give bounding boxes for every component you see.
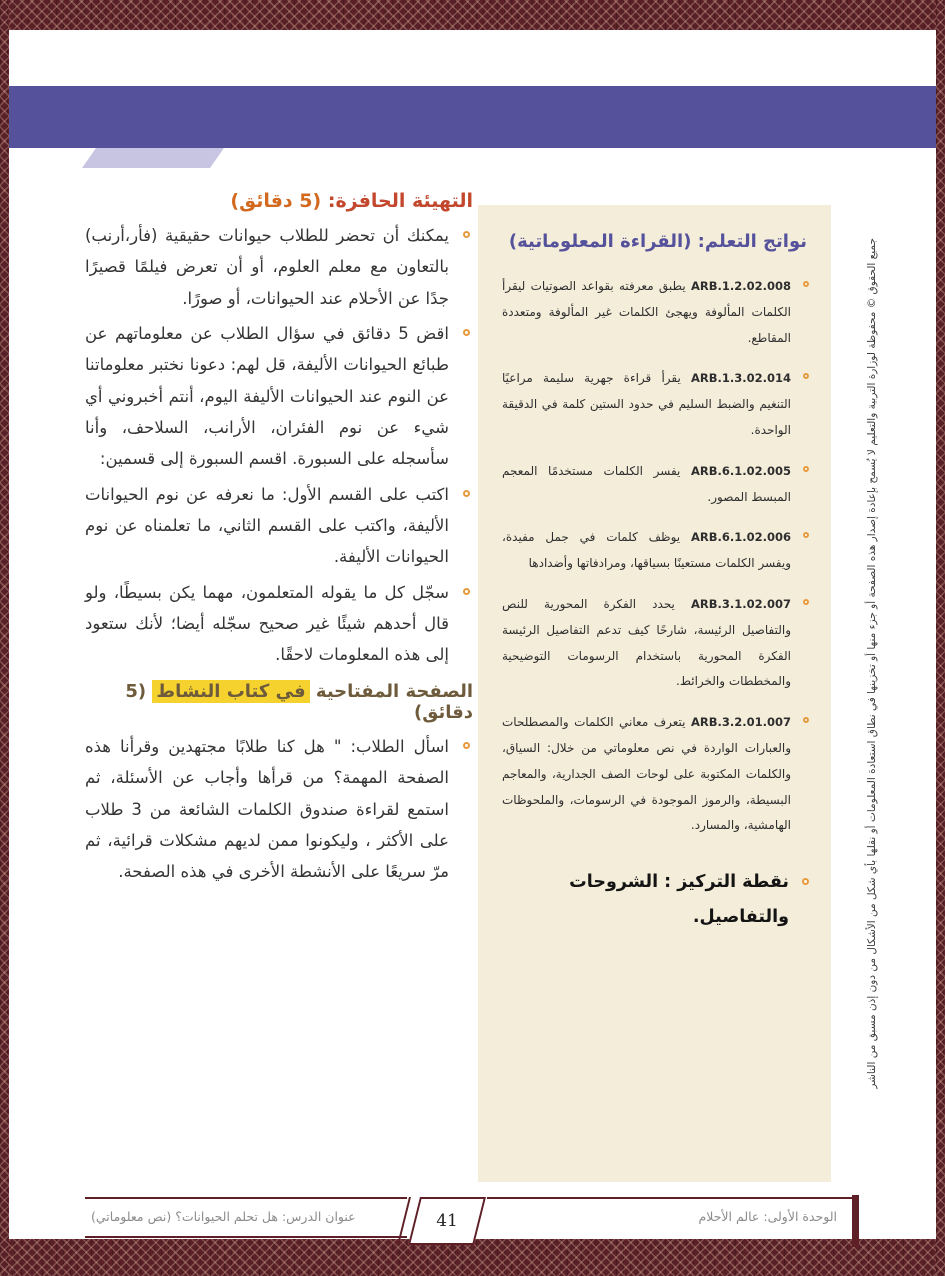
bullet-icon — [463, 329, 470, 336]
focus-point — [502, 865, 807, 935]
section-heading-keypage-pre: الصفحة المفتاحية — [315, 680, 473, 702]
instruction-text: اكتب على القسم الأول: ما نعرفه عن نوم الحيوانات الأليفة، واكتب على القسم الثاني، ما تعلمناه عن نوم الحيوانات الأليفة. — [85, 484, 449, 567]
ornamental-border-right — [936, 0, 945, 1276]
outcome-code: ARB.6.1.02.006 — [690, 530, 791, 545]
instruction-text: اسأل الطلاب: " هل كنا طلابًا مجتهدين وقرأنا هذه الصفحة المهمة؟ من قرأها وأجاب عن الأسئلة، ثم استمع لقراءة صندوق الكلمات الشائعة من 3 طلاب على الأكثر ، وليكونوا ممن لديهم مشكلات قرائية، ثم مرّ سريعًا على الأنشطة الأخرى في هذه الصفحة. — [85, 736, 449, 882]
footer-lesson-title: عنوان الدرس: هل تحلم الحيوانات؟ (نص معلوماتي) — [91, 1209, 356, 1224]
learning-outcomes-title: نواتج التعلم: (القراءة المعلوماتية) — [508, 231, 807, 252]
learning-outcome — [502, 274, 807, 351]
header-band — [9, 86, 936, 148]
section-heading-keypage-duration: (5 دقائق) — [125, 680, 473, 723]
instruction-text: يمكنك أن تحضر للطلاب حيوانات حقيقية (فأر،أرنب) بالتعاون مع معلم العلوم، أو أن تعرض فيلمًا قصيرًا جدًا عن الأحلام عند الحيوانات، أو صورًا. — [85, 226, 449, 308]
outcome-code: ARB.1.2.02.008 — [690, 279, 791, 293]
bullet-icon — [803, 717, 809, 723]
bullet-icon — [803, 466, 809, 472]
footer-unit-title: الوحدة الأولى: عالم الأحلام — [698, 1209, 837, 1224]
outcome-code: ARB.1.3.02.014 — [690, 371, 791, 386]
bullet-icon — [463, 742, 470, 749]
instruction-paragraph — [85, 731, 473, 888]
section-heading-keypage-highlight: في كتاب النشاط — [152, 680, 309, 703]
outcome-code: ARB.6.1.02.005 — [690, 463, 791, 478]
section-heading-warmup — [85, 190, 473, 212]
learning-outcome — [502, 710, 807, 839]
page-number: 41 — [436, 1211, 458, 1231]
footer-accent-bar — [852, 1195, 859, 1247]
bullet-icon — [803, 532, 809, 538]
learning-outcome — [502, 366, 807, 443]
bullet-icon — [463, 490, 470, 497]
outcome-text: يتعرف معاني الكلمات والمصطلحات والعبارات الواردة في نص معلوماتي من خلال: السياق، والكلمات المكتوبة على لوحات الصف الجدارية، والمعاجم البسيطة، والرموز الموجودة في الرسومات، والملحوظات الهامشية، والمسارد. — [502, 715, 791, 833]
outcome-text: يوظف كلمات في جمل مفيدة، ويفسر الكلمات مستعينًا بسياقها، ومرادفاتها وأضدادها — [502, 530, 791, 571]
section-heading-keypage — [85, 681, 473, 723]
copyright-notice: جميع الحقوق © محفوظة لوزارة التربية والتعليم لا يُسمح بإعادة إصدار هذه الصفحة أو جزء منها أو تخزينها في نطاق استعادة المعلومات أو نقلها بأي شكل من الأشكال من دون إذن مسبق من الناشر — [866, 238, 878, 1089]
learning-outcome — [502, 525, 807, 577]
header-band-fold — [82, 148, 224, 168]
outcome-code: ARB.3.2.01.007 — [690, 715, 791, 730]
learning-outcome — [502, 592, 807, 695]
outcome-code: ARB.3.1.02.007 — [690, 596, 791, 611]
bullet-icon — [803, 373, 809, 379]
footer-rule-right-top — [487, 1197, 853, 1199]
bullet-icon — [803, 599, 809, 605]
footer-rule-left-bottom — [85, 1236, 407, 1238]
bullet-icon — [463, 588, 470, 595]
learning-outcome — [502, 459, 807, 511]
section-heading-warmup-title: التهيئة الحافزة: — [327, 190, 473, 212]
instructions-column — [85, 190, 473, 892]
instruction-paragraph — [85, 577, 473, 671]
outcome-text: يطبق معرفته بقواعد الصوتيات ليقرأ الكلمات المألوفة ويهجئ الكلمات غير المألوفة ومتعددة المقاطع. — [502, 279, 791, 345]
learning-outcomes-box — [478, 205, 831, 1182]
bullet-icon — [802, 878, 809, 885]
ornamental-border-top — [0, 0, 945, 30]
instruction-text: اقض 5 دقائق في سؤال الطلاب عن معلوماتهم عن طبائع الحيوانات الأليفة، قل لهم: دعونا نختبر معلوماتنا عن النوم عند الحيوانات الأليفة اليوم، أنتم أخبروني أي شيء عن نوم الفئران، الأرانب، السلاحف، وأنا سأسجله على السبورة. اقسم السبورة إلى قسمين: — [85, 324, 449, 469]
focus-point-text: نقطة التركيز : الشروحات والتفاصيل. — [569, 872, 789, 928]
outcome-text: يحدد الفكرة المحورية للنص والتفاصيل الرئيسة، شارحًا كيف تدعم التفاصيل الرئيسة الفكرة المحورية باستخدام الرسومات التوضيحية والمخططات والخرائط. — [502, 596, 791, 689]
bullet-icon — [463, 231, 470, 238]
section-heading-warmup-duration: (5 دقائق) — [230, 190, 322, 212]
footer-rule-left-top — [85, 1197, 407, 1199]
outcome-text: يقرأ قراءة جهرية سليمة مراعيًا التنغيم والضبط السليم في حدود الستين كلمة في الدقيقة الواحدة. — [502, 371, 791, 437]
ornamental-border-left — [0, 0, 9, 1276]
outcome-text: يفسر الكلمات مستخدمًا المعجم المبسط المصور. — [502, 463, 791, 504]
instruction-paragraph — [85, 220, 473, 314]
bullet-icon — [803, 281, 809, 287]
instruction-paragraph — [85, 318, 473, 475]
instruction-text: سجّل كل ما يقوله المتعلمون، مهما يكن بسيطًا، ولو قال أحدهم شيئًا غير صحيح سجّله أيضا؛ لأنك ستعود إلى هذه المعلومات لاحقًا. — [85, 582, 449, 665]
instruction-paragraph — [85, 479, 473, 573]
